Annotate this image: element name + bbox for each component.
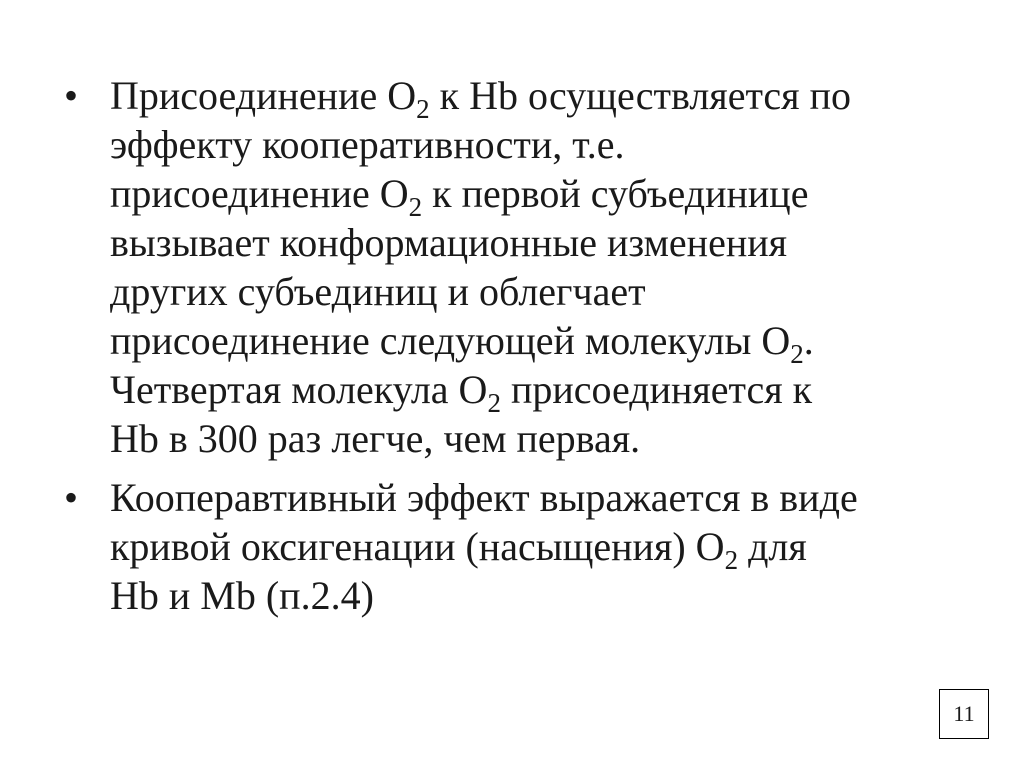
text-line: кривой оксигенации (насыщения) $О_2$ для [110,524,807,575]
bullet-marker: • [64,475,79,520]
text-line: Кооперавтивный эффект выражается в виде [110,475,858,520]
text-line: Присоединение $О_2$ к Hb осуществляется по [110,73,851,124]
bullet-item-2 [64,473,984,620]
text-line: Hb в 300 раз легче, чем первая. [110,416,641,461]
text-line: других субъединиц и облегчает [110,269,646,314]
page-number-box [939,689,989,739]
bullet-item-1 [64,71,984,463]
bullet-list [64,71,984,630]
text-line: вызывает конформационные изменения [110,220,788,265]
bullet-marker: • [64,73,79,118]
page-number: 11 [953,701,975,726]
text-line: эффекту кооперативности, т.е. [110,122,625,167]
text-line: присоединение следующей молекулы $О_2$. [110,318,814,369]
text-line: Четвертая молекула $О_2$ присоединяется к [110,367,813,418]
text-line: присоединение $О_2$ к первой субъединице [110,171,809,222]
text-line: Hb и Mb (п.2.4) [110,573,374,618]
